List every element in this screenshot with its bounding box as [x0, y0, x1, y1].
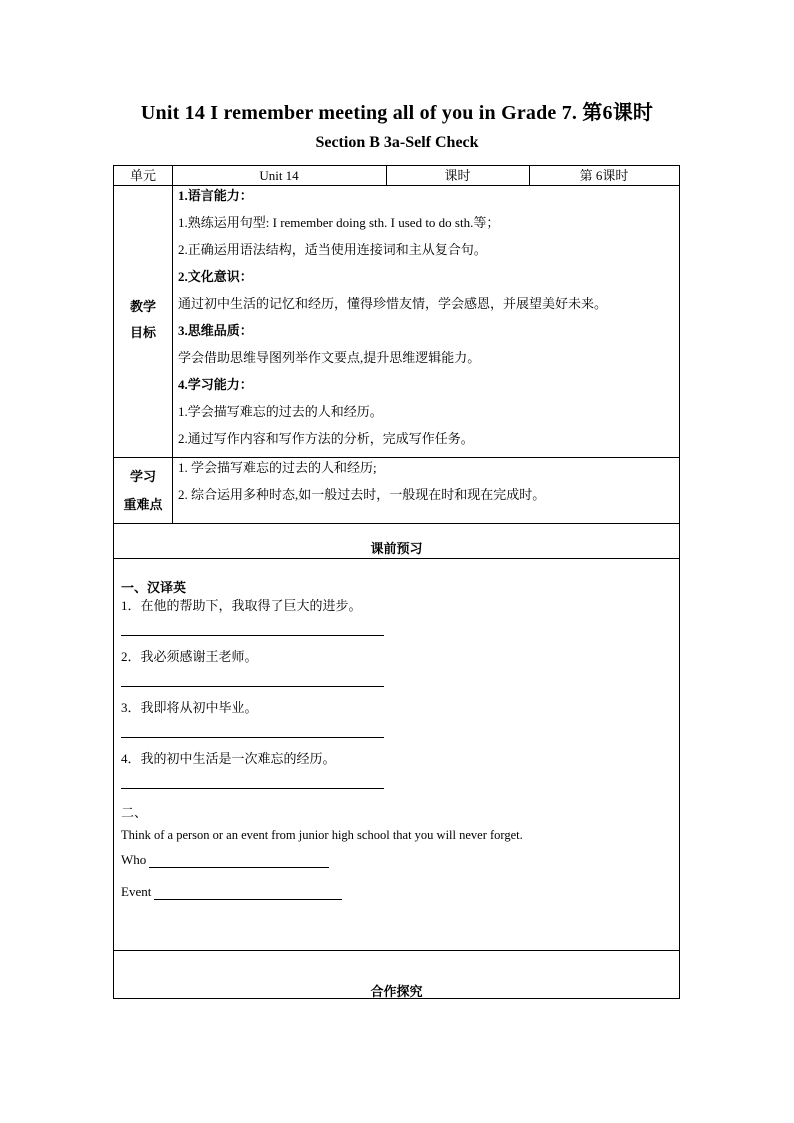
page-title: Unit 14 I remember meeting all of you in Grade 7. 第6课时 [140, 102, 654, 124]
translation-answer-line[interactable] [121, 788, 384, 789]
lesson-plan-table [113, 165, 680, 999]
translation-answer-line[interactable] [121, 686, 384, 687]
objectives-label-line1: 教学 [129, 299, 156, 314]
translation-prompt: 4．我的初中生活是一次难忘的经历。 [121, 751, 336, 766]
section1-heading: 一、汉译英 [121, 580, 187, 595]
translation-answer-line[interactable] [121, 635, 384, 636]
page-subtitle: Section B 3a-Self Check [315, 134, 479, 151]
objective-line: 1.熟练运用句型: I remember doing sth. I used to do sth.等； [178, 215, 500, 230]
key-points-label-line2: 重难点 [123, 497, 163, 512]
who-label: Who [121, 852, 147, 867]
objectives-label [114, 294, 172, 346]
who-answer-line[interactable] [149, 867, 329, 868]
objective-line: 1.学会描写难忘的过去的人和经历。 [178, 404, 383, 419]
objective-line: 2.正确运用语法结构，适当使用连接词和主从复合句。 [178, 242, 487, 257]
objective-line: 学会借助思维导图列举作文要点,提升思维逻辑能力。 [178, 350, 481, 365]
translation-prompt: 2．我必须感谢王老师。 [121, 649, 258, 664]
objective-line: 通过初中生活的记忆和经历，懂得珍惜友情，学会感恩，并展望美好未来。 [178, 296, 608, 311]
translation-answer-line[interactable] [121, 737, 384, 738]
key-points-label [114, 463, 172, 519]
lesson-value: 第 6课时 [579, 168, 629, 183]
key-points-list [178, 459, 673, 513]
key-point-line: 1. 学会描写难忘的过去的人和经历; [178, 460, 377, 475]
objectives-label-line2: 目标 [129, 325, 156, 340]
objective-line: 2.文化意识： [178, 269, 253, 284]
translation-prompt: 3．我即将从初中毕业。 [121, 700, 258, 715]
cooperate-heading: 合作探究 [370, 984, 423, 999]
key-points-label-line1: 学习 [129, 469, 156, 484]
objective-line: 1.语言能力： [178, 188, 253, 203]
translation-prompt: 1．在他的帮助下，我取得了巨大的进步。 [121, 598, 362, 613]
objective-line: 2.通过写作内容和写作方法的分析，完成写作任务。 [178, 431, 474, 446]
unit-value: Unit 14 [259, 168, 299, 183]
event-label: Event [121, 884, 152, 899]
lesson-label: 课时 [444, 168, 471, 183]
key-point-line: 2. 综合运用多种时态,如一般过去时，一般现在时和现在完成时。 [178, 487, 546, 502]
objective-line: 3.思维品质： [178, 323, 253, 338]
section2-prompt: Think of a person or an event from junior high school that you will never forget. [121, 828, 523, 842]
objectives-list [178, 187, 673, 457]
objective-line: 4.学习能力： [178, 377, 253, 392]
section2-heading: 二、 [121, 805, 148, 820]
preview-heading: 课前预习 [370, 541, 423, 556]
event-answer-line[interactable] [154, 899, 342, 900]
unit-label: 单元 [129, 168, 156, 183]
